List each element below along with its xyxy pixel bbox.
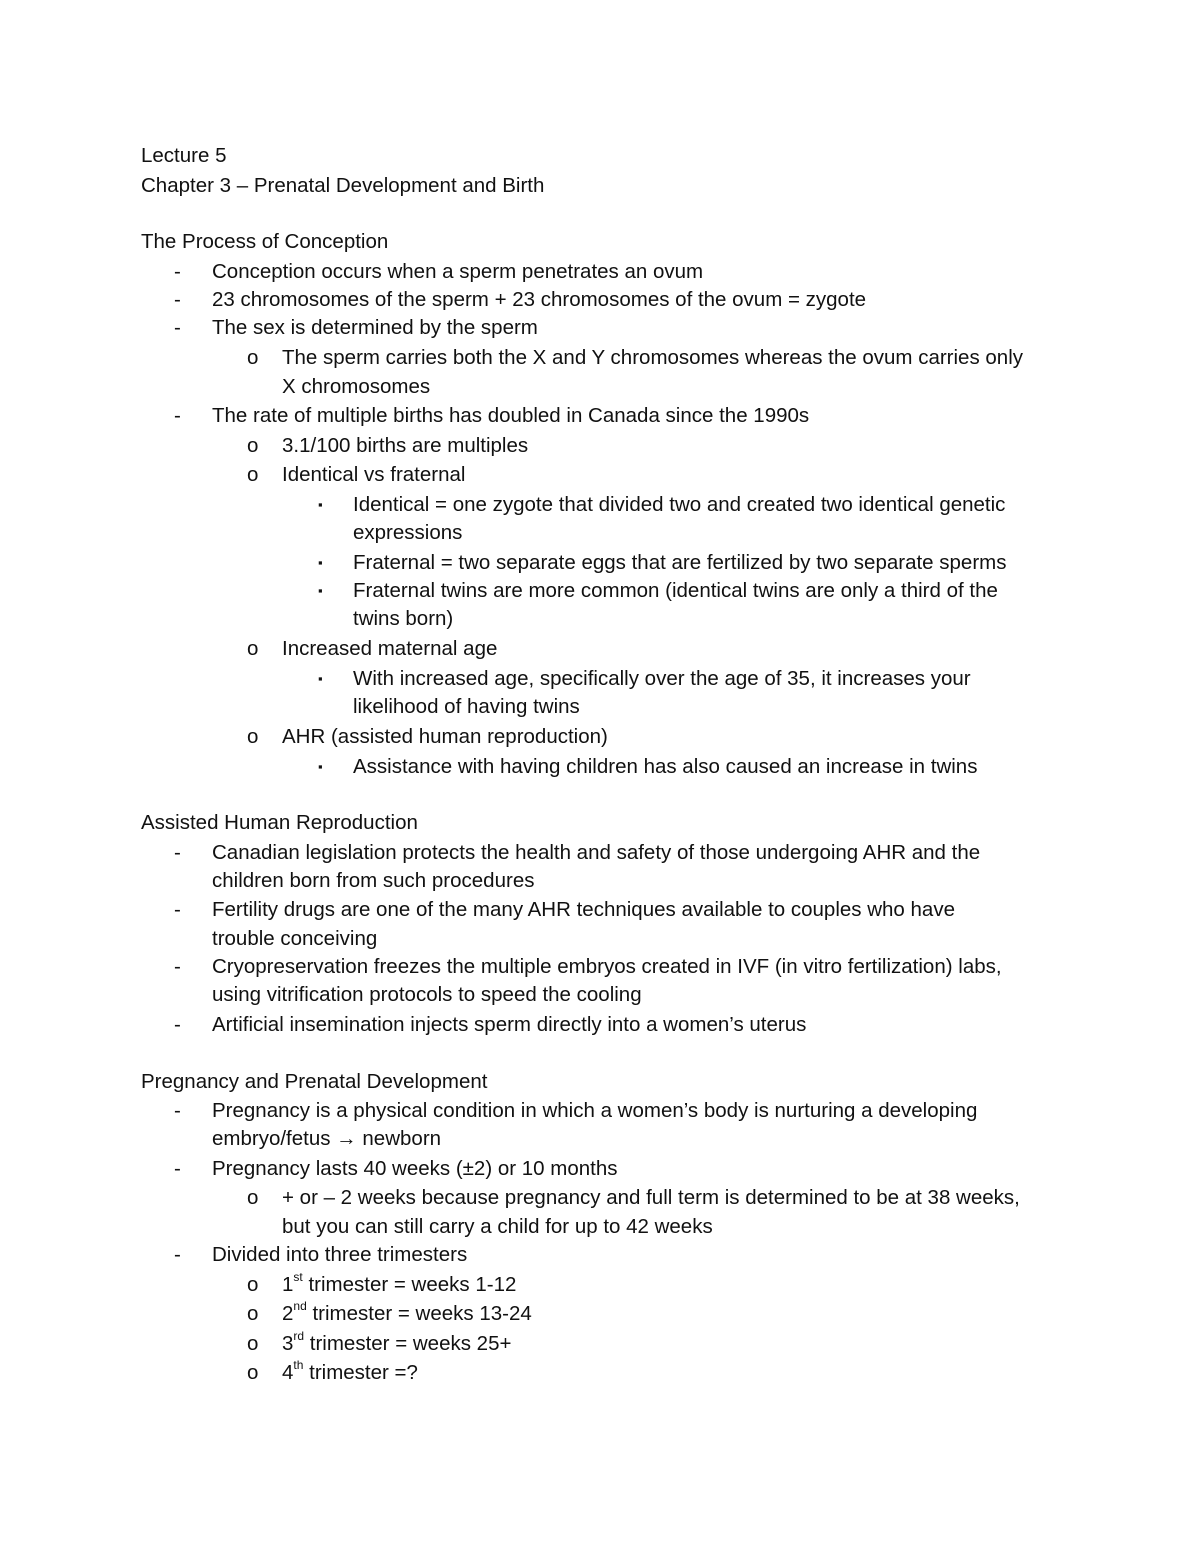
list-item: The sex is determined by the sperm [212, 316, 538, 339]
circle-bullet: o [247, 1302, 259, 1325]
circle-bullet: o [247, 1186, 259, 1209]
list-item: Identical vs fraternal [282, 463, 466, 486]
chapter-title: Chapter 3 – Prenatal Development and Birth [141, 174, 545, 197]
circle-bullet: o [247, 1361, 259, 1384]
square-bullet: ▪ [318, 555, 323, 570]
list-item: Fraternal = two separate eggs that are fertilized by two separate sperms [353, 551, 1007, 574]
list-item: The rate of multiple births has doubled in Canada since the 1990s [212, 404, 810, 427]
list-item: Fraternal twins are more common (identical twins are only a third of the [353, 579, 998, 602]
circle-bullet: o [247, 725, 259, 748]
list-item-continued: using vitrification protocols to speed the cooling [212, 983, 642, 1006]
dash-bullet: - [174, 404, 181, 427]
list-item: Divided into three trimesters [212, 1243, 468, 1266]
list-item: Cryopreservation freezes the multiple embryos created in IVF (in vitro fertilization) labs, [212, 955, 1002, 978]
dash-bullet: - [174, 260, 181, 283]
dash-bullet: - [174, 316, 181, 339]
dash-bullet: - [174, 1243, 181, 1266]
list-item: The sperm carries both the X and Y chromosomes whereas the ovum carries only [282, 346, 1024, 369]
square-bullet: ▪ [318, 759, 323, 774]
dash-bullet: - [174, 898, 181, 921]
list-item-continued [212, 1126, 441, 1152]
list-item-text: newborn [362, 1127, 442, 1150]
list-item: Fertility drugs are one of the many AHR techniques available to couples who have [212, 898, 955, 921]
list-item: 3.1/100 births are multiples [282, 434, 529, 457]
square-bullet: ▪ [318, 583, 323, 598]
section-heading-conception: The Process of Conception [141, 230, 389, 253]
list-item: Identical = one zygote that divided two and created two identical genetic [353, 493, 1006, 516]
circle-bullet: o [247, 346, 259, 369]
circle-bullet: o [247, 434, 259, 457]
circle-bullet: o [247, 1332, 259, 1355]
list-item: AHR (assisted human reproduction) [282, 725, 608, 748]
list-item: Pregnancy is a physical condition in which a women’s body is nurturing a developing [212, 1099, 978, 1122]
list-item: Pregnancy lasts 40 weeks (±2) or 10 months [212, 1157, 618, 1180]
list-item-continued: expressions [353, 521, 463, 544]
section-heading-ahr: Assisted Human Reproduction [141, 811, 418, 834]
list-item-continued: but you can still carry a child for up to 42 weeks [282, 1215, 713, 1238]
square-bullet: ▪ [318, 671, 323, 686]
list-item: Conception occurs when a sperm penetrates an ovum [212, 260, 704, 283]
list-item-continued: twins born) [353, 607, 454, 630]
list-item: Assistance with having children has also caused an increase in twins [353, 755, 978, 778]
dash-bullet: - [174, 1013, 181, 1036]
list-item-trimester-3: 3rd trimester = weeks 25+ [282, 1329, 512, 1355]
dash-bullet: - [174, 955, 181, 978]
list-item-trimester-2: 2nd trimester = weeks 13-24 [282, 1299, 532, 1325]
circle-bullet: o [247, 637, 259, 660]
section-heading-pregnancy: Pregnancy and Prenatal Development [141, 1070, 488, 1093]
list-item-continued: likelihood of having twins [353, 695, 580, 718]
dash-bullet: - [174, 288, 181, 311]
list-item: + or – 2 weeks because pregnancy and full term is determined to be at 38 weeks, [282, 1186, 1020, 1209]
circle-bullet: o [247, 463, 259, 486]
list-item-text: embryo/fetus [212, 1127, 331, 1150]
list-item: 23 chromosomes of the sperm + 23 chromosomes of the ovum = zygote [212, 288, 867, 311]
list-item-continued: trouble conceiving [212, 927, 378, 950]
circle-bullet: o [247, 1273, 259, 1296]
dash-bullet: - [174, 841, 181, 864]
list-item-continued: X chromosomes [282, 375, 431, 398]
list-item-trimester-4: 4th trimester =? [282, 1358, 418, 1384]
arrow-right-icon: → [336, 1127, 357, 1150]
list-item: With increased age, specifically over the age of 35, it increases your [353, 667, 971, 690]
square-bullet: ▪ [318, 497, 323, 512]
dash-bullet: - [174, 1099, 181, 1122]
list-item-trimester-1: 1st trimester = weeks 1-12 [282, 1270, 517, 1296]
list-item: Artificial insemination injects sperm directly into a women’s uterus [212, 1013, 807, 1036]
list-item-continued: children born from such procedures [212, 869, 535, 892]
lecture-number: Lecture 5 [141, 144, 227, 167]
dash-bullet: - [174, 1157, 181, 1180]
list-item: Increased maternal age [282, 637, 498, 660]
list-item: Canadian legislation protects the health and safety of those undergoing AHR and the [212, 841, 981, 864]
